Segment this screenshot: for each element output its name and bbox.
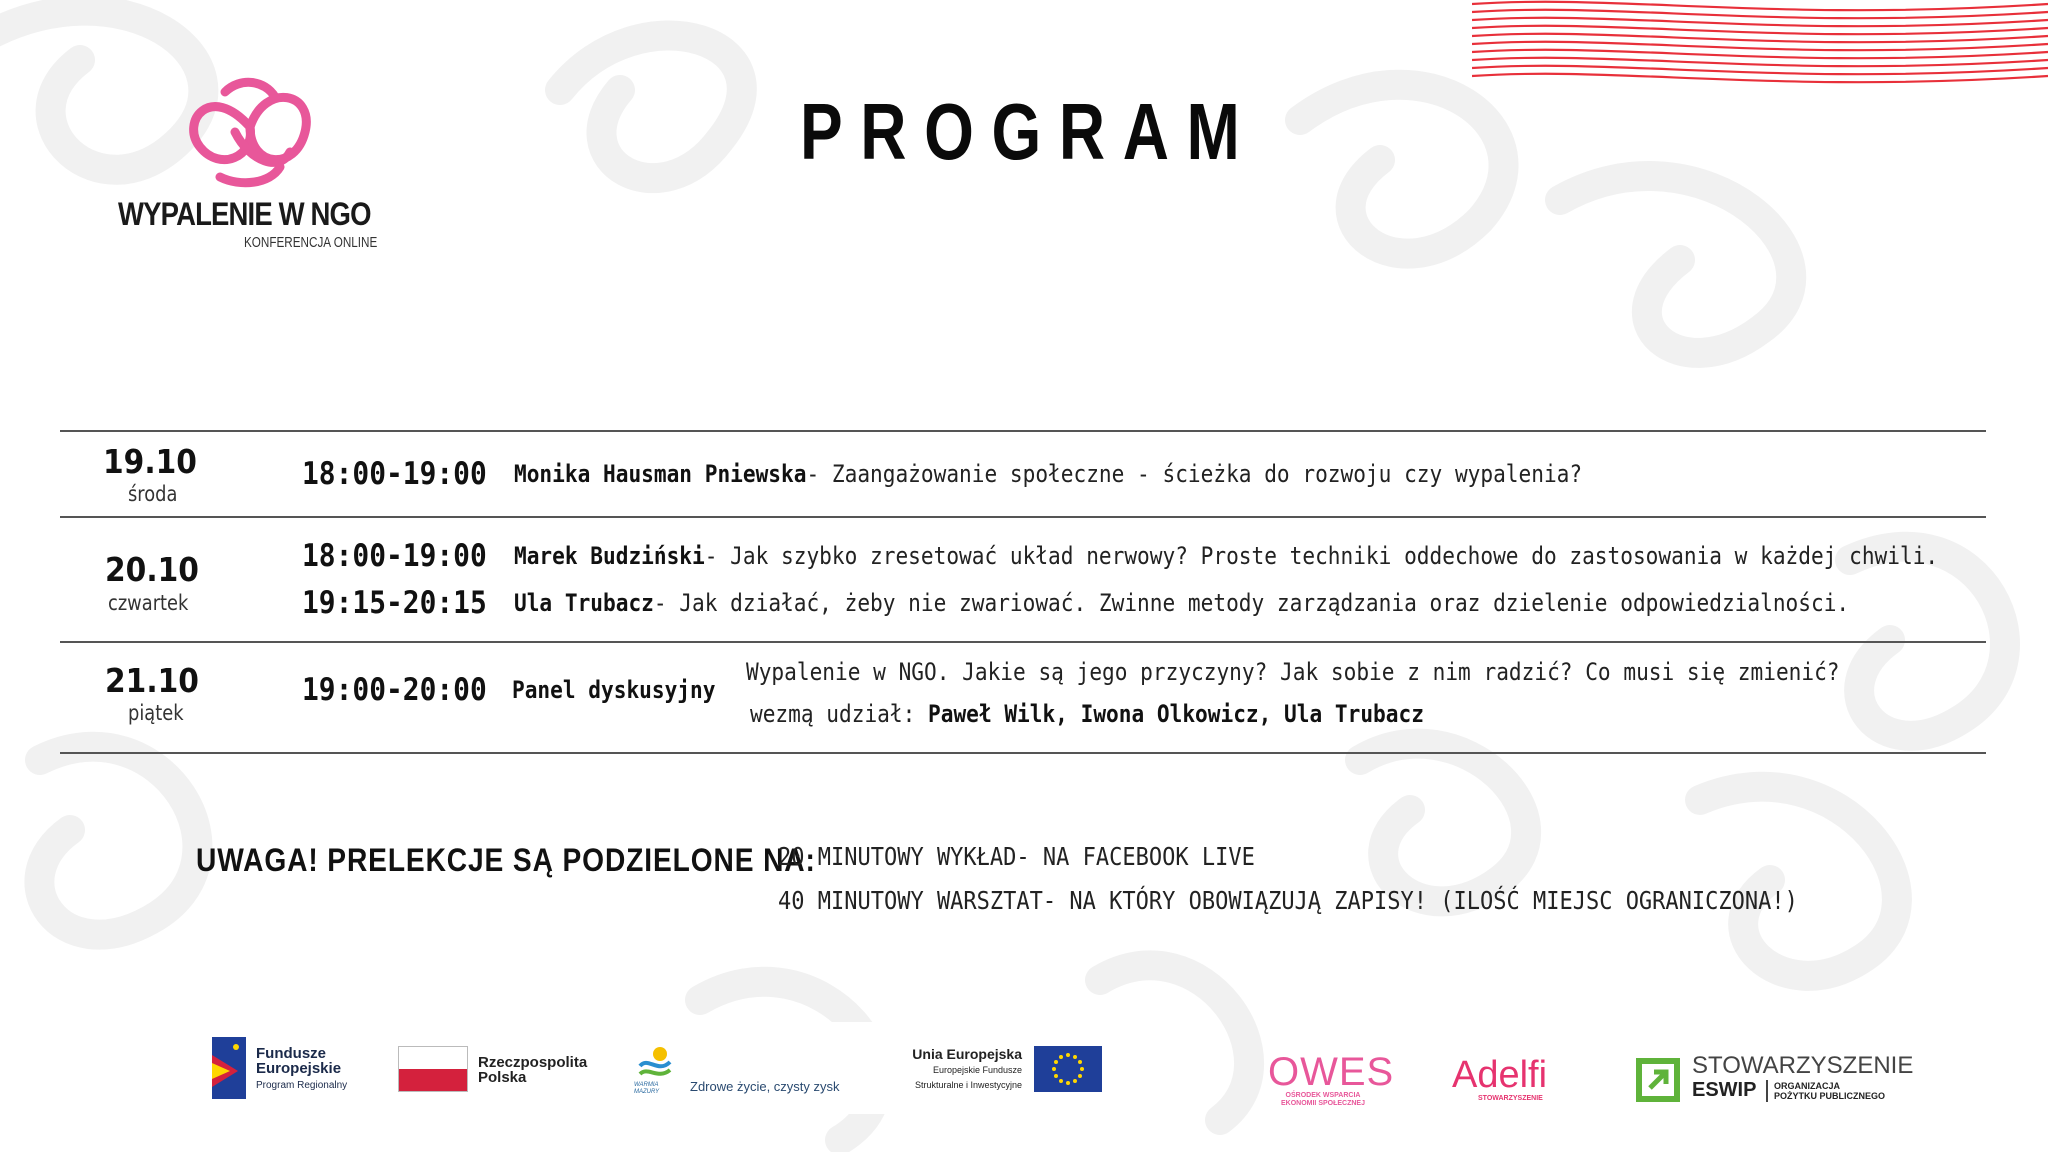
session-topic: Wypalenie w NGO. Jakie są jego przyczyny? Jak sobie z nim radzić? Co musi się zmienić? (746, 658, 1840, 686)
eswip-title: STOWARZYSZENIE (1692, 1052, 1914, 1079)
notice-line: 20 MINUTOWY WYKŁAD- NA FACEBOOK LIVE (778, 842, 1255, 871)
polish-flag-icon (398, 1046, 468, 1092)
session-description (514, 542, 1938, 570)
session-description (514, 460, 1582, 488)
speaker-name: Ula Trubacz (514, 589, 654, 617)
adelfi-subtitle: STOWARZYSZENIE (1478, 1095, 1543, 1102)
notice-label: UWAGA! PRELEKCJE SĄ PODZIELONE NA: (196, 842, 816, 878)
divider (60, 752, 1986, 754)
participants-names: Paweł Wilk, Iwona Olkowicz, Ula Trubacz (928, 700, 1424, 728)
eswip-logo-icon (1636, 1058, 1680, 1102)
notice-line: 40 MINUTOWY WARSZTAT- NA KTÓRY OBOWIĄZUJĄ ZAPISY! (ILOŚĆ MIEJSC OGRANICZONA!) (778, 886, 1798, 915)
schedule-day: środa (128, 482, 178, 506)
fundusze-europejskie-logo-icon (212, 1037, 246, 1099)
schedule-date: 20.10 (105, 550, 199, 589)
adelfi-logo: Adelfi (1452, 1054, 1548, 1096)
schedule-date: 19.10 (103, 442, 197, 481)
owes-logo: OWES (1268, 1050, 1395, 1094)
unia-europejska-text: Unia Europejska Europejskie Fundusze Strukturalne i Inwestycyjne (912, 1046, 1022, 1090)
page-title: PROGRAM (800, 87, 1258, 176)
session-participants (750, 700, 1424, 728)
logo-icon (180, 72, 320, 192)
participants-label: wezmą udział: (750, 700, 929, 728)
owes-subtitle: OŚRODEK WSPARCIA EKONOMII SPOŁECZNEJ (1280, 1092, 1365, 1107)
warmia-mazury-slogan: Zdrowe życie, czysty zysk (690, 1079, 840, 1094)
session-time: 18:00-19:00 (302, 456, 487, 492)
session-topic: - Jak szybko zresetować układ nerwowy? Proste techniki oddechowe do zastosowania w każdej chwili. (704, 542, 1939, 570)
schedule-day: czwartek (108, 591, 189, 615)
session-time: 18:00-19:00 (302, 538, 487, 574)
eu-flag-icon (1034, 1046, 1102, 1092)
fundusze-europejskie-text: Fundusze Europejskie Program Regionalny (256, 1045, 348, 1091)
logo-subtitle: KONFERENCJA ONLINE (244, 234, 378, 251)
schedule-date: 21.10 (105, 661, 199, 700)
divider (60, 641, 1986, 643)
logo-title: WYPALENIE W NGO (118, 196, 371, 232)
session-description (514, 589, 1849, 617)
session-time: 19:00-20:00 (302, 672, 487, 708)
rzeczpospolita-polska-text: Rzeczpospolita Polska (478, 1054, 588, 1086)
divider (60, 516, 1986, 518)
session-time: 19:15-20:15 (302, 585, 487, 621)
warmia-mazury-small-text: WARMIA MAZURY (634, 1082, 660, 1095)
eswip-divider (1766, 1080, 1768, 1102)
schedule-day: piątek (128, 701, 184, 725)
eswip-subtitle: ORGANIZACJA POŻYTKU PUBLICZNEGO (1774, 1081, 1886, 1101)
eswip-name: ESWIP (1692, 1079, 1757, 1101)
session-topic: - Zaangażowanie społeczne - ścieżka do rozwoju czy wypalenia? (806, 460, 1583, 488)
speaker-name: Marek Budziński (514, 542, 705, 570)
divider (60, 430, 1986, 432)
session-description (512, 676, 715, 704)
warmia-mazury-logo-icon (636, 1044, 674, 1080)
speaker-name: Panel dyskusyjny (512, 676, 716, 704)
decorative-stripes (1472, 0, 2048, 84)
speaker-name: Monika Hausman Pniewska (514, 460, 807, 488)
session-topic: - Jak działać, żeby nie zwariować. Zwinne metody zarządzania oraz dzielenie odpowiedzialności. (653, 589, 1850, 617)
